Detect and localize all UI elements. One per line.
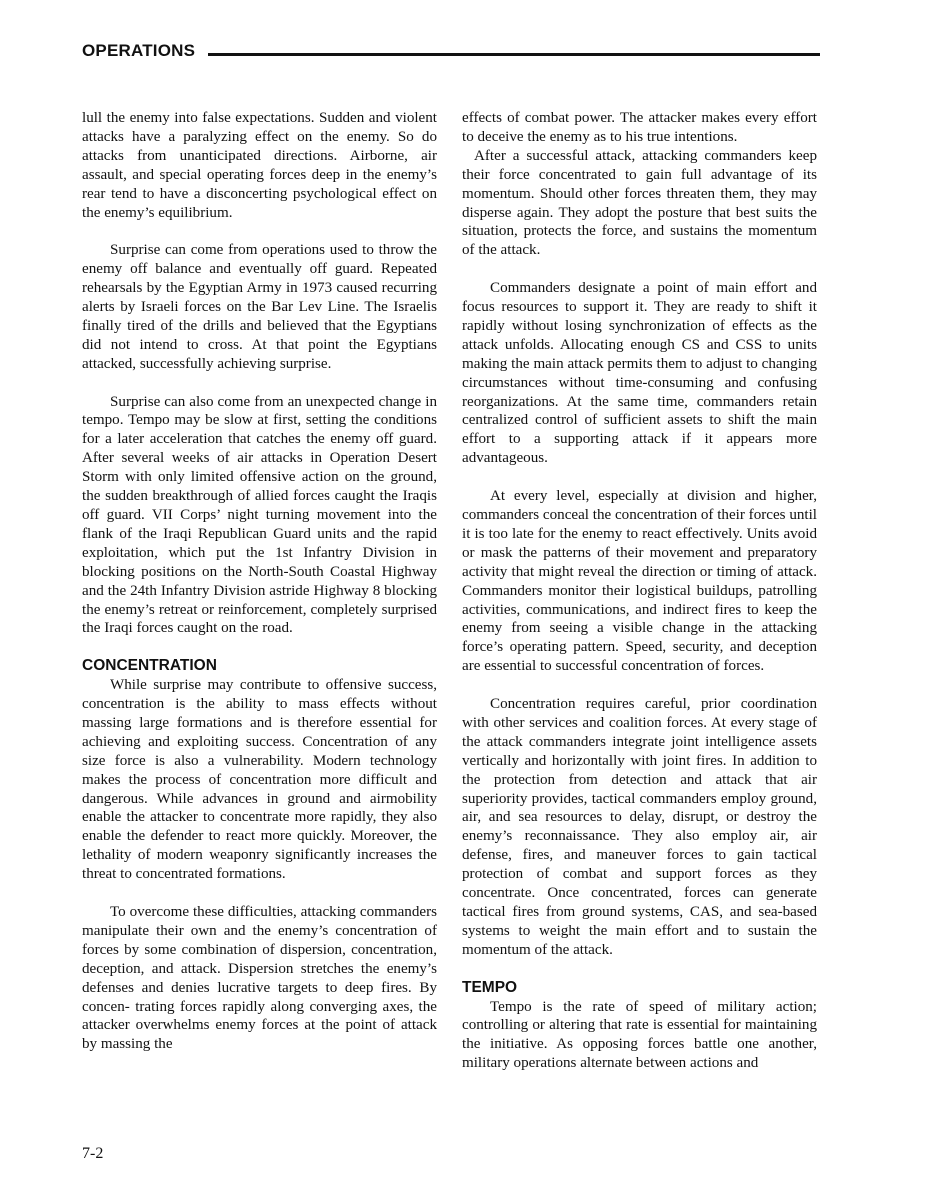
page-number: 7-2 bbox=[82, 1145, 104, 1162]
right-column bbox=[462, 109, 817, 1073]
section-heading-tempo: TEMPO bbox=[462, 978, 518, 996]
left-column bbox=[82, 109, 437, 1054]
paragraph: At every level, especially at division and higher, commanders conceal the concentration of their forces until it is too late for the enemy to react effectively. Units avoid or mask the patterns of their movement and preparatory activity that might reveal the direction or timing of attack. Commanders monitor their logistical buildups, patrolling activities, communications, and indirect fires to keep the enemy from seeing a visible change in the attacking force’s operating pattern. Speed, security, and deception are essential to successful concentration of forces. bbox=[462, 488, 817, 675]
paragraph: To overcome these difficulties, attacking commanders manipulate their own and the enemy’s concentration of forces by some combination of dispersion, concentration, deception, and attack. Dispersion stretches the enemy’s defenses and denies lucrative targets to deep fires. By concen- trating forces rapidly along converging axes, the attacker overwhelms enemy forces at the point of attack by massing the bbox=[82, 904, 437, 1053]
paragraph: While surprise may contribute to offensive success, concentration is the ability to mass effects without massing large formations and is therefore essential for achieving and exploiting success. Concentration of any size force is also a vulnerability. Modern technology makes the process of concentration more difficult and dangerous. While advances in ground and airmobility enable the attacker to concentrate more rapidly, they also enable the defender to react more quickly. Moreover, the lethality of modern weaponry significantly increases the threat to concentrated formations. bbox=[82, 677, 437, 883]
paragraph: Surprise can come from operations used to throw the enemy off balance and eventually off guard. Repeated rehearsals by the Egyptian Army in 1973 caused recurring alerts by Israeli forces on the Bar Lev Line. The Israelis finally tired of the drills and believed that the Egyptians did not intend to cross. At that point the Egyptians attacked, successfully achieving surprise. bbox=[82, 242, 437, 372]
paragraph: Tempo is the rate of speed of military action; controlling or altering that rate is essential for maintaining the initiative. As opposing forces battle one another, military operations alternate between actions and bbox=[462, 998, 817, 1072]
paragraph: effects of combat power. The attacker makes every effort to deceive the enemy as to his true intentions. bbox=[462, 110, 817, 145]
paragraph: Commanders designate a point of main effort and focus resources to support it. They are ready to shift it rapidly without losing synchronization of effects as the attack unfolds. Allocating enough CS and CSS to units making the main attack permits them to adjust to changing circumstances without time-consuming and confusing reorganizations. At the same time, commanders retain centralized control of sufficient assets to shift the main effort to a supporting attack if it appears more advantageous. bbox=[462, 280, 817, 467]
section-heading-concentration: CONCENTRATION bbox=[82, 657, 217, 675]
page-header bbox=[82, 40, 820, 64]
paragraph: Concentration requires careful, prior coordination with other services and coalition forces. At every stage of the attack commanders integrate joint intelligence assets vertically and horizontally with joint fires. In addition to the protection from detection and attack that air superiority provides, tactical commanders employ ground, air, and sea resources to delay, disrupt, or destroy the enemy’s reconnaissance. They also employ air, air defense, fires, and maneuver forces to gain tactical protection of combat and support forces as they concentrate. Once concentrated, forces can generate tactical fires from ground systems, CAS, and sea-based systems to weight the main effort and to sustain the momentum of the attack. bbox=[462, 696, 817, 958]
section-title: OPERATIONS bbox=[82, 41, 196, 60]
paragraph: After a successful attack, attacking commanders keep their force concentrated to gain full advantage of its momentum. Should other forces threaten them, they may disperse again. They adopt the posture that best suits the situation, protects the force, and sustains the momentum of the attack. bbox=[462, 147, 817, 259]
paragraph: lull the enemy into false expectations. Sudden and violent attacks have a paralyzing effect on the enemy. So do attacks from unanticipated directions. Airborne, air assault, and special operating forces deep in the enemy’s rear tend to have a disconcerting psychological effect on the enemy’s equilibrium. bbox=[82, 110, 437, 221]
header-rule bbox=[208, 53, 820, 56]
paragraph: Surprise can also come from an unexpected change in tempo. Tempo may be slow at first, setting the conditions for a later acceleration that catches the enemy off guard. After several weeks of air attacks in Operation Desert Storm with only limited offensive action on the ground, the sudden breakthrough of allied forces caught the Iraqis off guard. VII Corps’ night turning movement into the flank of the Iraqi Republican Guard units and the rapid exploitation, which put the 1st Infantry Division in blocking positions on the North-South Coastal Highway and the 24th Infantry Division astride Highway 8 blocking the enemy’s retreat or reinforcement, completely surprised the Iraqi forces caught on the road. bbox=[82, 393, 437, 637]
